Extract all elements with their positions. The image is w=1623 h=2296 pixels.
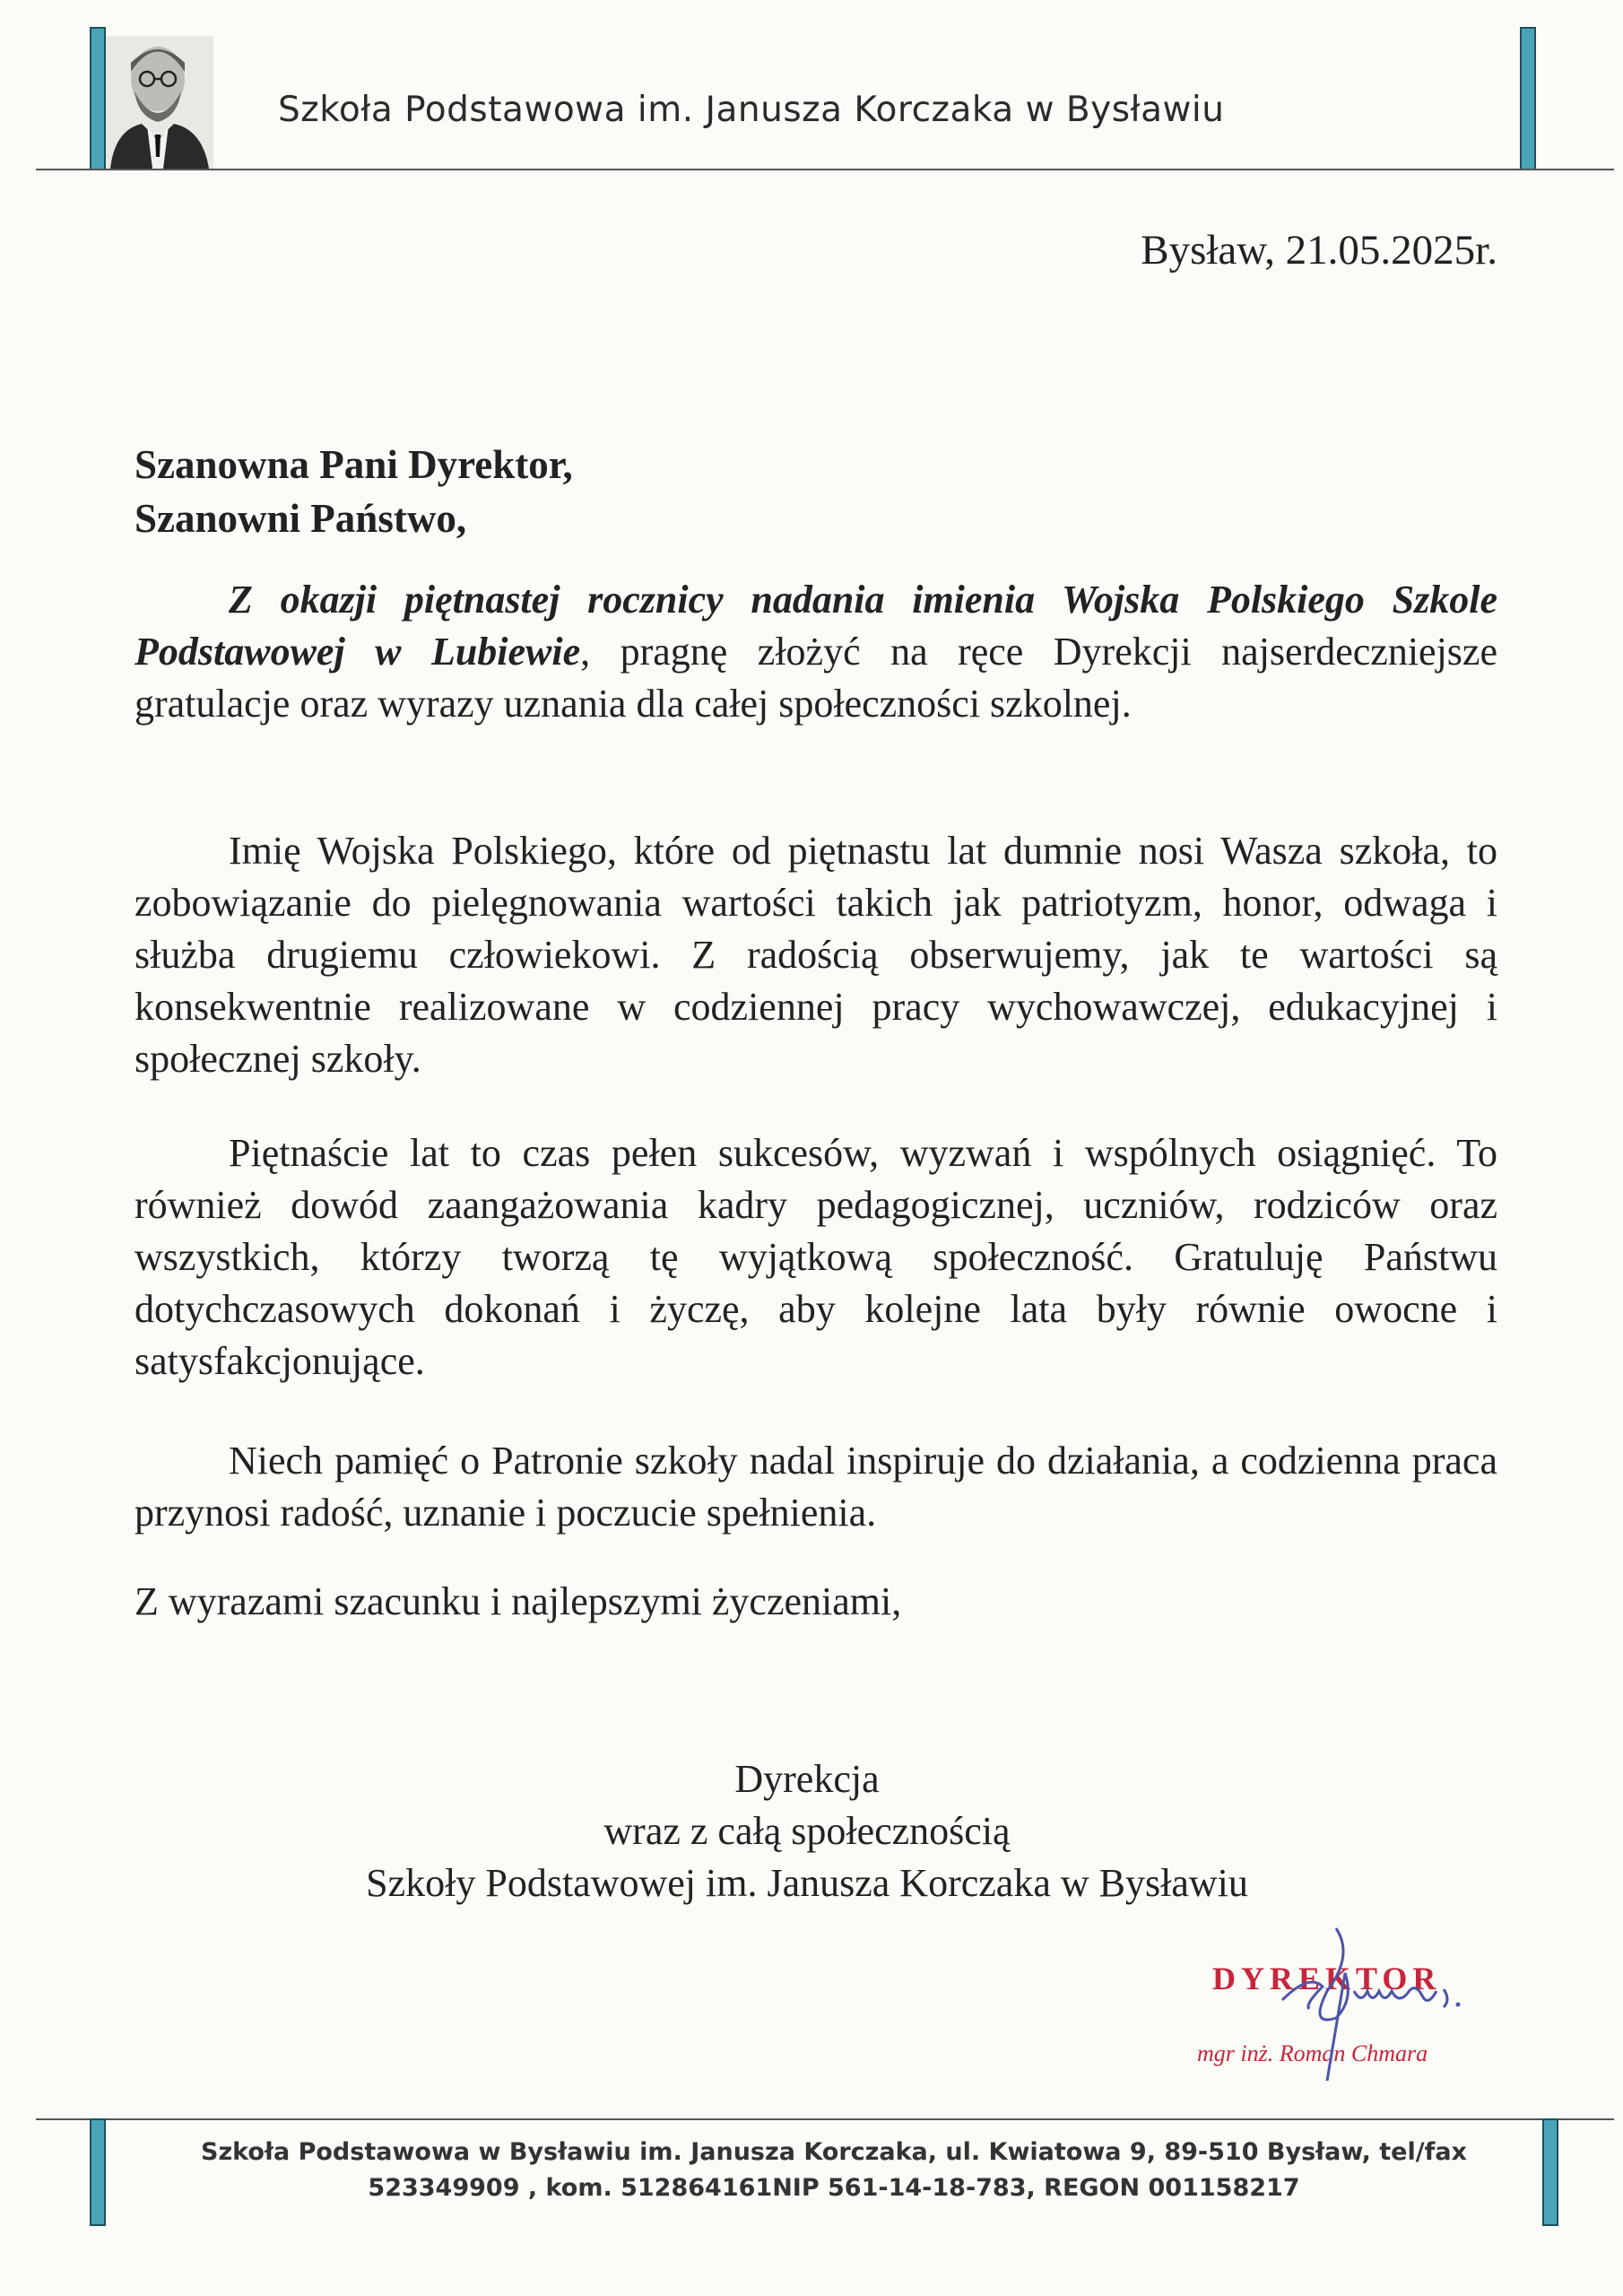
- header-right-bar: [1520, 27, 1536, 170]
- salutation: [135, 438, 573, 545]
- letter-date: Bysław, 21.05.2025r.: [1141, 227, 1497, 274]
- paragraph-1-rest: , pragnę złożyć na ręce Dyrekcji najserdeczniejsze gratulacje oraz wyrazy uznania dla całej społeczności szkolnej.: [135, 630, 1497, 726]
- salutation-line-1: Szanowna Pani Dyrektor,: [135, 442, 573, 487]
- salutation-line-2: Szanowni Państwo,: [135, 496, 467, 541]
- footer-line-2: 523349909 , kom. 512864161NIP 561-14-18-783, REGON 001158217: [368, 2174, 1300, 2202]
- closing-line: Z wyrazami szacunku i najlepszymi życzeniami,: [135, 1579, 902, 1623]
- paragraph-1: [135, 574, 1497, 730]
- patron-portrait: [106, 36, 213, 169]
- paragraph-4: Niech pamięć o Patronie szkoły nadal inspiruje do działania, a codzienna praca przynosi radość, uznanie i poczucie spełnienia.: [135, 1439, 1497, 1535]
- footer-divider: [36, 2118, 1614, 2120]
- footer-contact: [135, 2135, 1533, 2206]
- paragraph-1-lead: Z okazji piętnastej rocznicy nadania imienia Wojska Polskiego Szkole Podstawowej w Lubiewie: [135, 578, 1497, 674]
- stamp-title: DYREKTOR: [1212, 1961, 1442, 1996]
- handwritten-signature: [1202, 1919, 1506, 2090]
- stamp-name: mgr inż. Roman Chmara: [1197, 2040, 1428, 2066]
- header-left-bar: [90, 27, 106, 170]
- signature-line-2: wraz z całą społecznością: [603, 1809, 1011, 1853]
- signature-line-1: Dyrekcja: [734, 1757, 880, 1801]
- school-name-header: Szkoła Podstawowa im. Janusza Korczaka w Bysławiu: [278, 90, 1225, 130]
- footer-line-1: Szkoła Podstawowa w Bysławiu im. Janusza Korczaka, ul. Kwiatowa 9, 89-510 Bysław, tel/fax: [201, 2138, 1467, 2166]
- signature-line-3: Szkoły Podstawowej im. Janusza Korczaka w Bysławiu: [366, 1861, 1248, 1905]
- footer-left-bar: [90, 2118, 106, 2226]
- signature-block: [224, 1753, 1390, 1909]
- paragraph-2: Imię Wojska Polskiego, które od piętnastu lat dumnie nosi Wasza szkoła, to zobowiązanie do pielęgnowania wartości takich jak patriotyzm, honor, odwaga i służba drugiemu człowiekowi. Z radością obserwujemy, jak te wartości są konsekwentnie realizowane w codziennej pracy wychowawczej, edukacyjnej i społecznej szkoły.: [135, 829, 1497, 1081]
- footer-right-bar: [1542, 2118, 1558, 2226]
- header-divider: [36, 169, 1614, 170]
- paragraph-3: Piętnaście lat to czas pełen sukcesów, wyzwań i wspólnych osiągnięć. To również dowód zaangażowania kadry pedagogicznej, uczniów, rodziców oraz wszystkich, którzy tworzą tę wyjątkową społeczność. Gratuluję Państwu dotychczasowych dokonań i życzę, aby kolejne lata były równie owocne i satysfakcjonujące.: [135, 1131, 1497, 1383]
